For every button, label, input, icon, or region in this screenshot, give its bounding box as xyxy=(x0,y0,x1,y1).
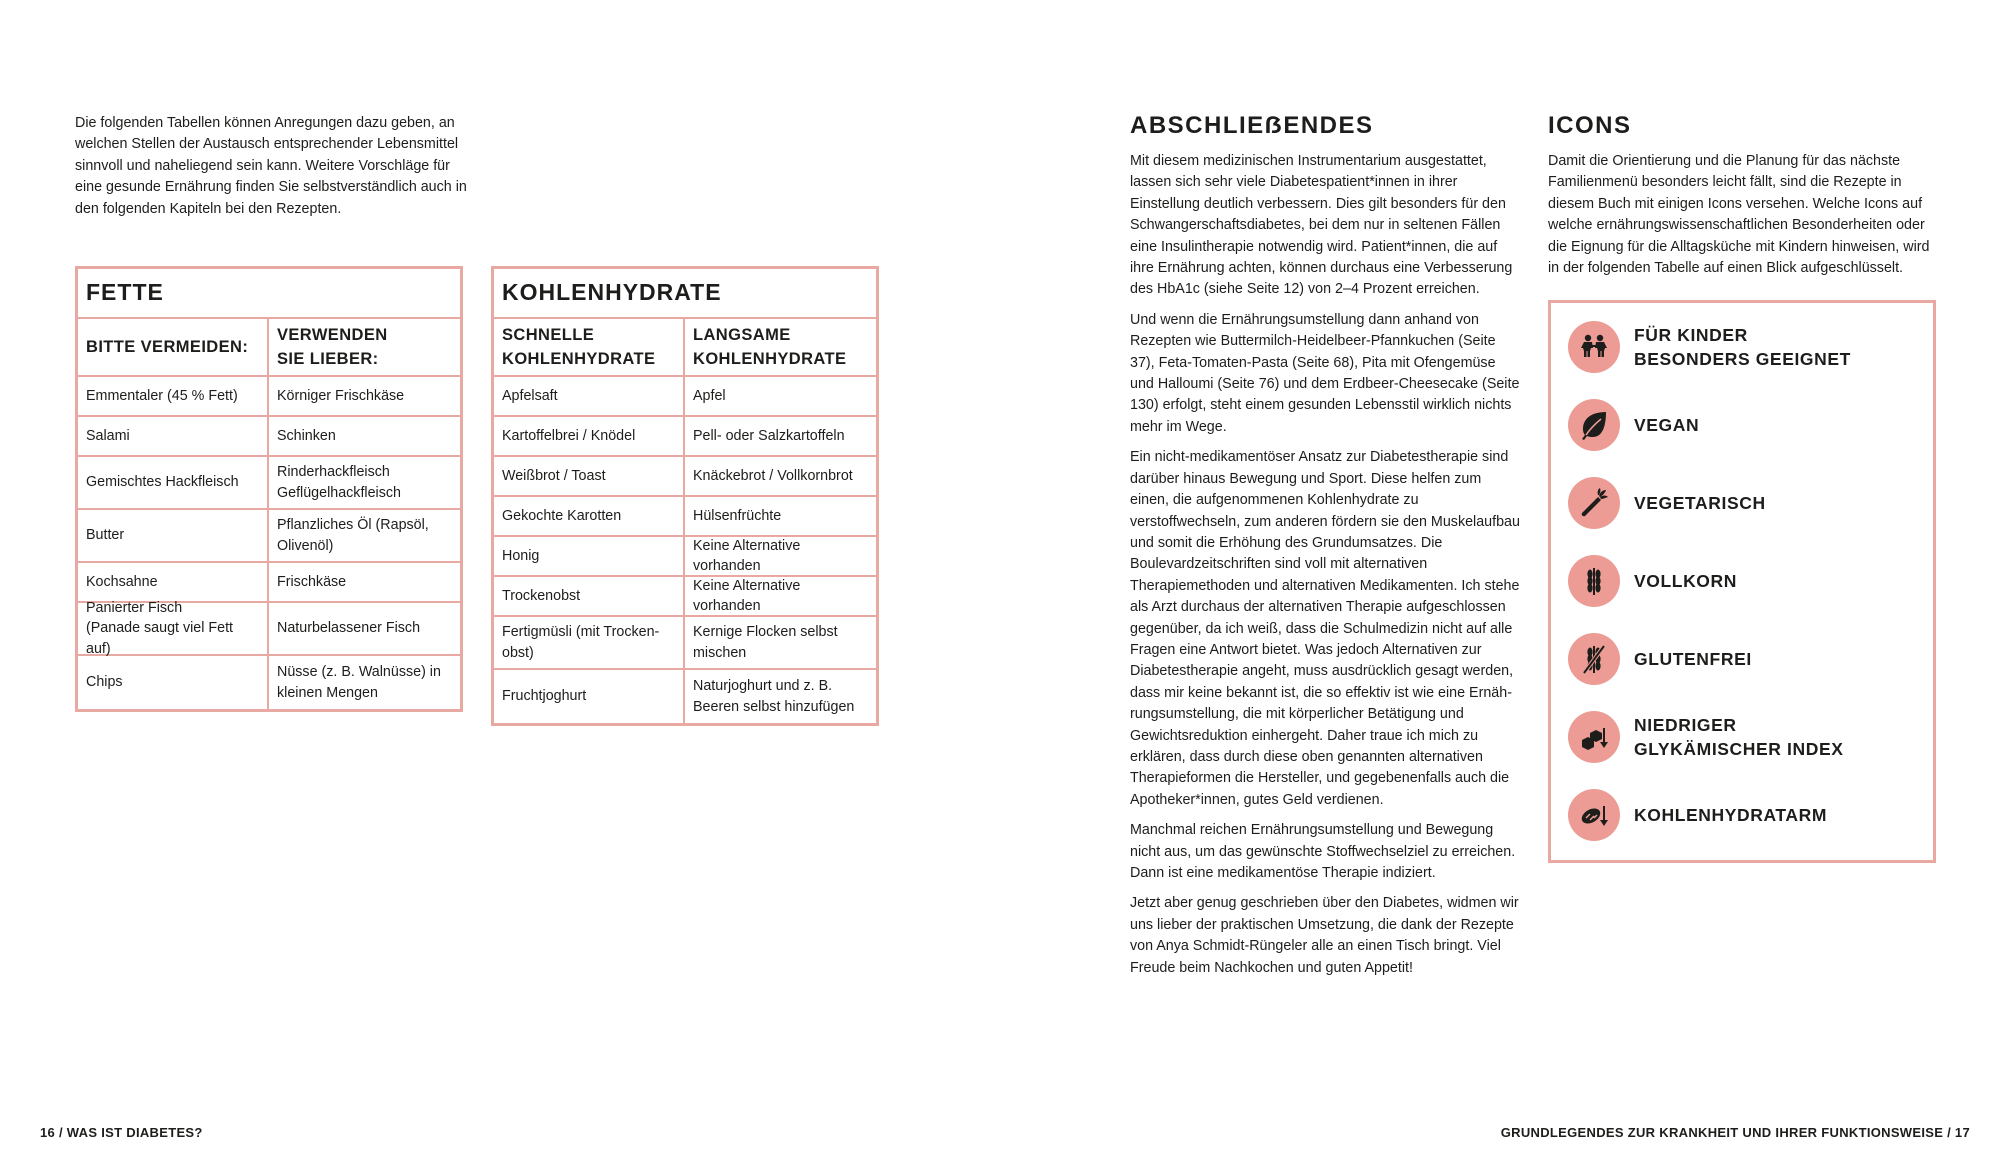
legend-item-vegan: VEGAN xyxy=(1568,399,1874,451)
wheat-crossed-icon xyxy=(1568,633,1620,685)
sugar-cubes-down-icon xyxy=(1568,711,1620,763)
paragraph: Ein nicht-medikamentöser Ansatz zur Diabetestherapie sind darüber hinaus Bewegung und Sport. Diese helfen zum einen, die aufgenommenen Kohlenhydrate zu verstoffwechseln, zum anderen fördern sie den Muskelaufbau und somit die Erhöhung des Grundumsatzes. Die Boulevardzeitschriften sind voll mit alternativen Therapiemethoden und alternativen Medikamenten. Ich stehe als Arzt durchaus der alternativen Therapie aufgeschlossen gegenüber, da ich weiß, dass die Schulmedizin nicht auf alle Fragen eine Antwort bietet. Was jedoch Alternativen zur Diabetestherapie angeht, muss ausdrücklich gesagt werden, dass mir keine bekannt ist, die so effektiv ist wie eine Ernährungsumstellung, die mit körperlicher Betätigung und Gewichtsreduktion einhergeht. Daher traue ich mich zu erklären, dass durch diese oben genannten alternativen Therapieformen die Hersteller, und gegebenenfalls auch die Apotheker*innen, gutes Geld verdienen. xyxy=(1130,449,1520,808)
table-row: Panierter Fisch (Panade saugt viel Fett auf) Naturbelassener Fisch xyxy=(78,603,460,656)
fette-title: FETTE xyxy=(78,269,460,319)
legend-item-glykaemisch: NIEDRIGER GLYKÄMISCHER INDEX xyxy=(1568,711,1874,763)
intro-text: Die folgenden Tabellen können Anregungen dazu geben, an welchen Stellen der Austausch entsprechender Lebensmittel sinnvoll und naheliegend sein kann. Weitere Vorschläge für eine gesunde Ernährung finden Sie selbstverständlich auch in den folgenden Kapiteln bei den Rezepten. xyxy=(75,115,467,217)
paragraph: Und wenn die Ernährungsumstellung dann anhand von Rezepten wie Buttermilch-Heidelbeer-Pfannkuchen (Seite 37), Feta-Tomaten-Pasta (Seite 68), Pita mit Ofengemüse und Halloumi (Seite 76) und dem Erdbeer-Cheesecake (Seite 130) erfolgt, steht einem gesunden Lebensstil wirklich nichts mehr im Wege. xyxy=(1130,311,1520,435)
legend-item-kohlenhydratarm: KOHLENHYDRATARM xyxy=(1568,789,1874,841)
table-row: Fertigmüsli (mit Trocken- obst) Kernige Flocken selbst mischen xyxy=(494,617,876,670)
table-row: Salami Schinken xyxy=(78,417,460,457)
paragraph: Mit diesem medizinischen Instrumentarium ausgestattet, lassen sich sehr viele Diabetespatient*innen in ihrer Einstellung deutlich verbessern. Dies gilt besonders für den Schwangerschaftsdiabetes, bei dem nur in seltenen Fällen eine Insulintherapie notwendig wird. Patient*innen, die auf ihre Ernährung achten, können durchaus eine Verbesserung des HbA1c (siehe Seite 12) von 2–4 Prozent erreichen. xyxy=(1130,153,1513,298)
fette-col-use: VERWENDEN SIE LIEBER: xyxy=(277,326,388,368)
fette-col-avoid: BITTE VERMEIDEN: xyxy=(78,319,269,375)
table-row: Fruchtjoghurt Naturjoghurt und z. B. Beeren selbst hinzufügen xyxy=(494,670,876,723)
paragraph: Jetzt aber genug geschrieben über den Diabetes, widmen wir uns lieber der praktischen Umsetzung, die dank der Rezepte von Anya Schmidt-Rüngeler alle an einen Tisch bringt. Viel Freude beim Nachkochen und guten Appetit! xyxy=(1130,895,1519,976)
table-row: Emmentaler (45 % Fett) Körniger Frischkäse xyxy=(78,377,460,417)
legend-item-vollkorn: VOLLKORN xyxy=(1568,555,1874,607)
legend-item-glutenfrei: GLUTENFREI xyxy=(1568,633,1874,685)
table-row: Weißbrot / Toast Knäckebrot / Vollkornbrot xyxy=(494,457,876,497)
table-row: Apfelsaft Apfel xyxy=(494,377,876,417)
carrot-icon xyxy=(1568,477,1620,529)
footer-right: GRUNDLEGENDES ZUR KRANKHEIT UND IHRER FUNKTIONSWEISE / 17 xyxy=(1500,1125,1970,1140)
paragraph: Manchmal reichen Ernährungsumstellung und Bewegung nicht aus, um das gewünschte Stoffwechselziel zu erreichen. Dann ist eine medikamentöse Therapie indiziert. xyxy=(1130,822,1516,881)
table-row: Butter Pflanzliches Öl (Rapsöl, Olivenöl) xyxy=(78,510,460,563)
table-row: Honig Keine Alternative vorhanden xyxy=(494,537,876,577)
table-row: Kochsahne Frischkäse xyxy=(78,563,460,603)
kohlenhydrate-header-row xyxy=(494,319,876,377)
wheat-icon xyxy=(1568,555,1620,607)
table-row: Gekochte Karotten Hülsenfrüchte xyxy=(494,497,876,537)
table-row: Trockenobst Keine Alternative vorhanden xyxy=(494,577,876,617)
leaf-icon xyxy=(1568,399,1620,451)
icon-legend xyxy=(1548,300,1936,863)
table-row: Kartoffelbrei / Knödel Pell- oder Salzkartoffeln xyxy=(494,417,876,457)
icons-title: ICONS xyxy=(1548,112,1632,139)
kh-col-fast: SCHNELLE KOHLENHYDRATE xyxy=(494,319,685,375)
abschliessendes-title: ABSCHLIEẞENDES xyxy=(1130,112,1374,139)
table-row: Gemischtes Hackfleisch Rinderhackfleisch Geflügelhackfleisch xyxy=(78,457,460,510)
bread-down-icon xyxy=(1568,789,1620,841)
legend-item-kinder: FÜR KINDER BESONDERS GEEIGNET xyxy=(1568,321,1874,373)
children-icon xyxy=(1568,321,1620,373)
kh-col-slow: LANGSAME KOHLENHYDRATE xyxy=(693,326,847,368)
footer-left: 16 / WAS IST DIABETES? xyxy=(40,1125,203,1140)
legend-item-vegetarisch: VEGETARISCH xyxy=(1568,477,1874,529)
kohlenhydrate-title: KOHLENHYDRATE xyxy=(494,269,876,319)
abschliessendes-body xyxy=(1130,151,1522,988)
table-row: Chips Nüsse (z. B. Walnüsse) in kleinen Mengen xyxy=(78,656,460,709)
fette-table xyxy=(75,266,463,712)
fette-header-row xyxy=(78,319,460,377)
icons-intro: Damit die Orientierung und die Planung für das nächste Familienmenü besonders leicht fällt, sind die Rezepte in diesem Buch mit einigen Icons versehen. Welche Icons auf welche ernährungswissenschaftlichen Besonderheiten oder die Eignung für die Alltagsküche mit Kindern hinweisen, wird in der folgenden Tabelle auf einen Blick aufgeschlüsselt. xyxy=(1548,153,1930,277)
kohlenhydrate-table xyxy=(491,266,879,726)
